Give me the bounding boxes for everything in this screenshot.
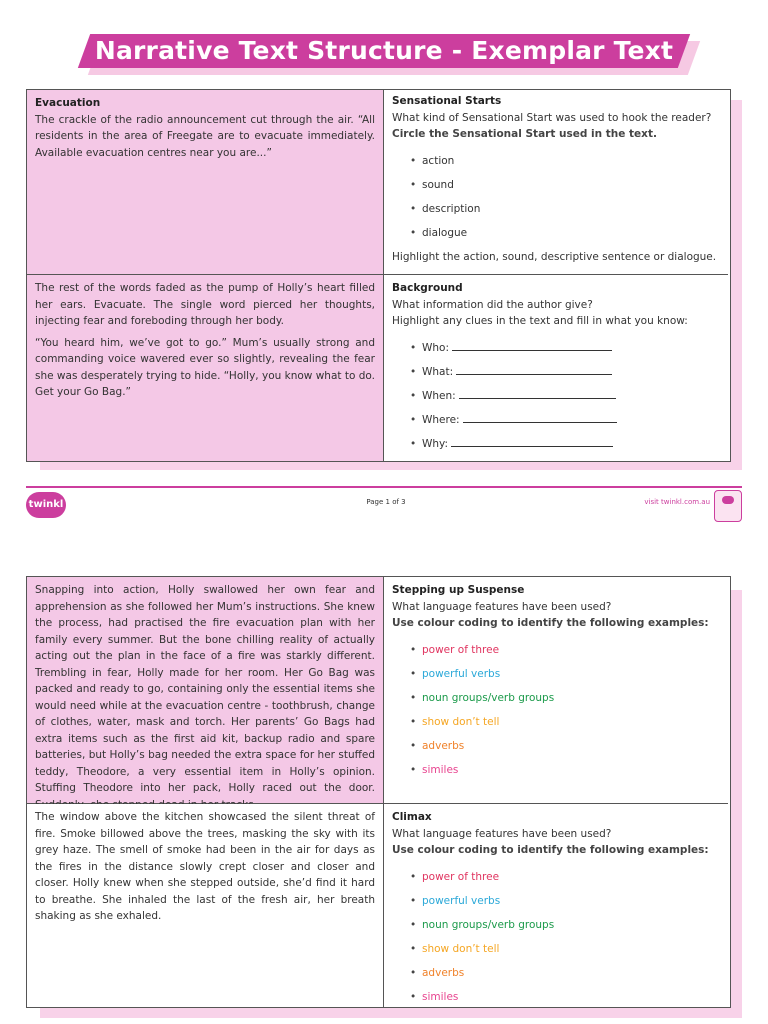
story-para-2: “You heard him, we’ve got to go.” Mum’s usually strong and commanding voice wavered ever so slightly, revealing the fear she was desperately trying to hide. “Holly, you know what to do. Get your Go Bag.” xyxy=(35,336,375,398)
field-who-label: Who: xyxy=(422,341,449,354)
sensational-question: What kind of Sensational Start was used to hook the reader? xyxy=(392,111,712,124)
evacuation-cell xyxy=(27,90,384,275)
visit-link[interactable]: visit twinkl.com.au xyxy=(644,498,710,506)
background-question: What information did the author give? xyxy=(392,298,593,311)
feature-noun-groups: • noun groups/verb groups xyxy=(410,686,720,710)
climax-feature-power-of-three: • power of three xyxy=(410,865,720,889)
field-what[interactable] xyxy=(410,360,720,384)
field-when-label: When: xyxy=(422,389,456,402)
climax-features xyxy=(392,865,720,1009)
suspense-heading: Stepping up Suspense xyxy=(392,584,525,596)
option-description: • description xyxy=(410,197,720,221)
page1-table xyxy=(26,89,731,462)
page-number: Page 1 of 3 xyxy=(366,498,406,506)
sensational-instruction: Circle the Sensational Start used in the text. xyxy=(392,128,657,140)
background-heading: Background xyxy=(392,282,463,294)
sensational-starts-heading: Sensational Starts xyxy=(392,95,502,107)
feature-adverbs: • adverbs xyxy=(410,734,720,758)
sensational-starts-cell xyxy=(384,90,728,275)
feature-similes: • similes xyxy=(410,758,720,782)
story-para-1: The rest of the words faded as the pump of Holly’s heart filled her ears. Evacuate. The single word pierced her thoughts, injecting fear and foreboding through her body. xyxy=(35,282,375,327)
field-why-line xyxy=(451,434,613,447)
climax-heading: Climax xyxy=(392,811,432,823)
field-why-label: Why: xyxy=(422,437,449,450)
feature-power-of-three: • power of three xyxy=(410,638,720,662)
climax-feature-adverbs: • adverbs xyxy=(410,961,720,985)
climax-instruction: Use colour coding to identify the following examples: xyxy=(392,844,709,856)
field-who-line xyxy=(452,338,612,351)
sensational-note: Highlight the action, sound, descriptive sentence or dialogue. xyxy=(392,250,717,263)
option-dialogue: • dialogue xyxy=(410,221,720,245)
field-when-line xyxy=(459,386,616,399)
option-action: • action xyxy=(410,149,720,173)
page2-table xyxy=(26,576,731,1008)
field-why[interactable] xyxy=(410,432,720,456)
suspense-instruction: Use colour coding to identify the following examples: xyxy=(392,617,709,629)
climax-feature-noun-groups: • noun groups/verb groups xyxy=(410,913,720,937)
story-para-4: The window above the kitchen showcased the silent threat of fire. Smoke billowed above the trees, masking the sky with its grey haze. The smell of smoke had been in the air for days as the fires in the distance slowly crept closer and closer and closer. Holly knew when she stepped outside, she’d find it hard to breathe. She inhaled the last of the fresh air, her breath shaking as she exhaled. xyxy=(35,811,375,922)
field-who[interactable] xyxy=(410,336,720,360)
twinkl-logo: twinkl xyxy=(26,492,66,518)
field-where-label: Where: xyxy=(422,413,460,426)
evacuation-text: The crackle of the radio announcement cut through the air. “All residents in the area of Freegate are to evacuate immediately. Available evacuation centres near you are...” xyxy=(35,113,375,159)
climax-cell xyxy=(384,804,728,1007)
field-where[interactable] xyxy=(410,408,720,432)
climax-feature-show-dont-tell: • show don’t tell xyxy=(410,937,720,961)
quality-badge-icon xyxy=(714,490,742,522)
story-cell-2 xyxy=(27,275,384,461)
option-sound: • sound xyxy=(410,173,720,197)
story-cell-4 xyxy=(27,804,384,1007)
sensational-options xyxy=(392,149,720,245)
feature-powerful-verbs: • powerful verbs xyxy=(410,662,720,686)
field-what-label: What: xyxy=(422,365,454,378)
story-cell-3 xyxy=(27,577,384,804)
background-instruction: Highlight any clues in the text and fill in what you know: xyxy=(392,315,688,327)
evacuation-heading: Evacuation xyxy=(35,97,101,109)
climax-feature-powerful-verbs: • powerful verbs xyxy=(410,889,720,913)
footer-rule xyxy=(26,486,742,488)
suspense-cell xyxy=(384,577,728,804)
feature-show-dont-tell: • show don’t tell xyxy=(410,710,720,734)
page-title: Narrative Text Structure - Exemplar Text xyxy=(94,36,674,65)
suspense-features xyxy=(392,638,720,782)
story-para-3: Snapping into action, Holly swallowed her own fear and apprehension as she followed her Mum’s instructions. She knew the process, had practised the fire evacuation plan with her family every summer. But the bone chilling reality of actually acting out the plan in the face of a fire was starkly different. Trembling in fear, Holly made for her room. Her Go Bag was packed and ready to go, containing only the essential items she would need while at the evacuation centre - toothbrush, change of clothes, water, mask and torch. Her parents’ Go Bags had extra items such as the first aid kit, backup radio and spare batteries, but Holly’s bag needed the extra space for her stuffed teddy, Theodore, a very essential item in Holly’s opinion. Stuffing Theodore into her pack, Holly raced out the door. xyxy=(35,584,375,794)
field-where-line xyxy=(463,410,617,423)
suspense-question: What language features have been used? xyxy=(392,600,612,613)
climax-question: What language features have been used? xyxy=(392,827,612,840)
climax-feature-similes: • similes xyxy=(410,985,720,1009)
field-what-line xyxy=(456,362,612,375)
field-when[interactable] xyxy=(410,384,720,408)
background-fields xyxy=(392,336,720,456)
background-cell xyxy=(384,275,728,461)
